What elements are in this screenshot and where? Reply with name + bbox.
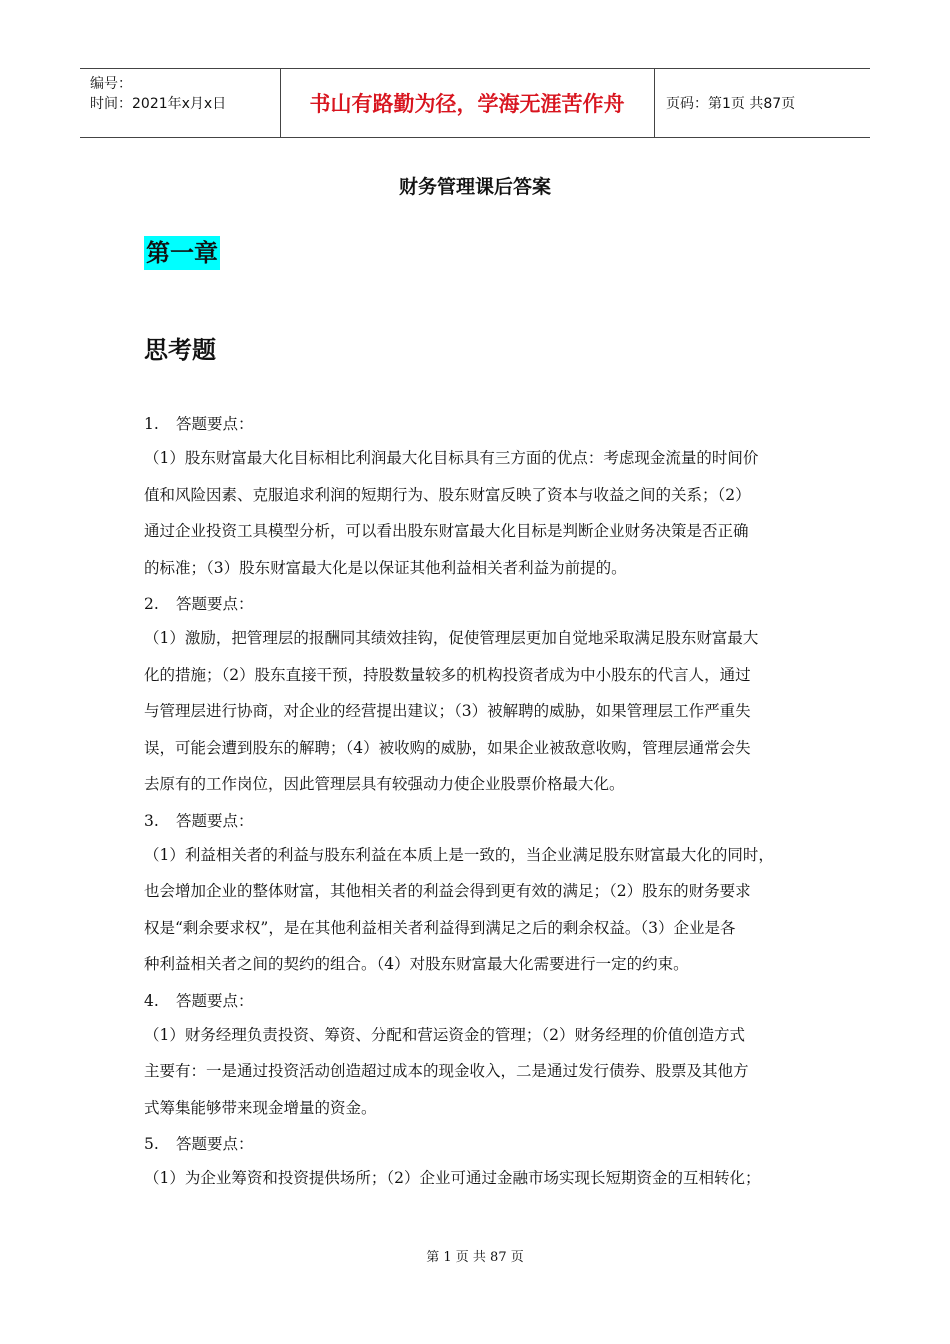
answer-heading xyxy=(144,588,816,622)
document-title: 财务管理课后答案 xyxy=(398,176,551,198)
answer-line: 也会增加企业的整体财富，其他相关者的利益会得到更有效的满足；（2）股东的财务要求 xyxy=(144,882,751,900)
answer-line: 去原有的工作岗位，因此管理层具有较强动力使企业股票价格最大化。 xyxy=(144,775,625,793)
answer-line: 的标准；（3）股东财富最大化是以保证其他利益相关者利益为前提的。 xyxy=(144,558,627,577)
answer-heading-label: 答题要点： xyxy=(176,991,254,1010)
answer-number: 5. xyxy=(144,1135,159,1153)
answer-heading xyxy=(144,408,816,442)
document-number-label: 编号： xyxy=(90,76,132,92)
answer-heading-label: 答题要点： xyxy=(176,595,254,613)
answer-heading-label: 答题要点： xyxy=(176,811,254,830)
answer-line: 式筹集能够带来现金增量的资金。 xyxy=(144,1098,377,1117)
answer-number: 4. xyxy=(144,991,159,1010)
answer-line: 权是“剩余要求权”，是在其他利益相关者利益得到满足之后的剩余权益。（3）企业是各 xyxy=(144,918,736,937)
answer-line: 化的措施；（2）股东直接干预，持股数量较多的机构投资者成为中小股东的代言人，通过 xyxy=(144,665,751,684)
document-date: 时间：2021年x月x日 xyxy=(90,96,227,112)
answer-line: （1）财务经理负责投资、筹资、分配和营运资金的管理；（2）财务经理的价值创造方式 xyxy=(144,1025,745,1044)
section-heading: 思考题 xyxy=(144,335,216,364)
header-meta xyxy=(80,69,280,137)
answers-body xyxy=(144,408,816,1199)
header-page-info: 页码：第1页 共87页 xyxy=(666,96,796,112)
answer-line: （1）股东财富最大化目标相比利润最大化目标具有三方面的优点：考虑现金流量的时间价 xyxy=(144,449,759,467)
answer-heading-label: 答题要点： xyxy=(176,1135,254,1153)
answer-line: 主要有：一是通过投资活动创造超过成本的现金收入，二是通过发行债券、股票及其他方 xyxy=(144,1062,749,1080)
answer-line: 误，可能会遭到股东的解聘；（4）被收购的威胁，如果企业被敌意收购，管理层通常会失 xyxy=(144,738,751,757)
header-divider xyxy=(654,69,655,137)
answer-heading xyxy=(144,985,816,1019)
answer-line: 与管理层进行协商，对企业的经营提出建议；（3）被解聘的威胁，如果管理层工作严重失 xyxy=(144,702,751,720)
header-motto: 书山有路勤为径，学海无涯苦作舟 xyxy=(309,92,625,116)
answer-line: （1）利益相关者的利益与股东利益在本质上是一致的，当企业满足股东财富最大化的同时， xyxy=(144,845,774,864)
answer-number: 3. xyxy=(144,811,159,830)
answer-line: （1）为企业筹资和投资提供场所；（2）企业可通过金融市场实现长短期资金的互相转化； xyxy=(144,1169,761,1187)
document-header xyxy=(80,68,870,138)
answer-heading xyxy=(144,805,816,839)
answer-line: 种利益相关者之间的契约的组合。（4）对股东财富最大化需要进行一定的约束。 xyxy=(144,955,689,973)
chapter-heading: 第一章 xyxy=(144,236,220,270)
answer-line: 通过企业投资工具模型分析，可以看出股东财富最大化目标是判断企业财务决策是否正确 xyxy=(144,522,749,540)
page-footer: 第 1 页 共 87 页 xyxy=(426,1250,524,1265)
answer-line: 值和风险因素、克服追求利润的短期行为、股东财富反映了资本与收益之间的关系；（2） xyxy=(144,485,751,504)
answer-heading-label: 答题要点： xyxy=(176,415,254,433)
header-divider xyxy=(280,69,281,137)
answer-number: 2. xyxy=(144,595,159,613)
answer-line: （1）激励，把管理层的报酬同其绩效挂钩，促使管理层更加自觉地采取满足股东财富最大 xyxy=(144,629,759,647)
answer-number: 1. xyxy=(144,415,159,433)
answer-heading xyxy=(144,1128,816,1162)
